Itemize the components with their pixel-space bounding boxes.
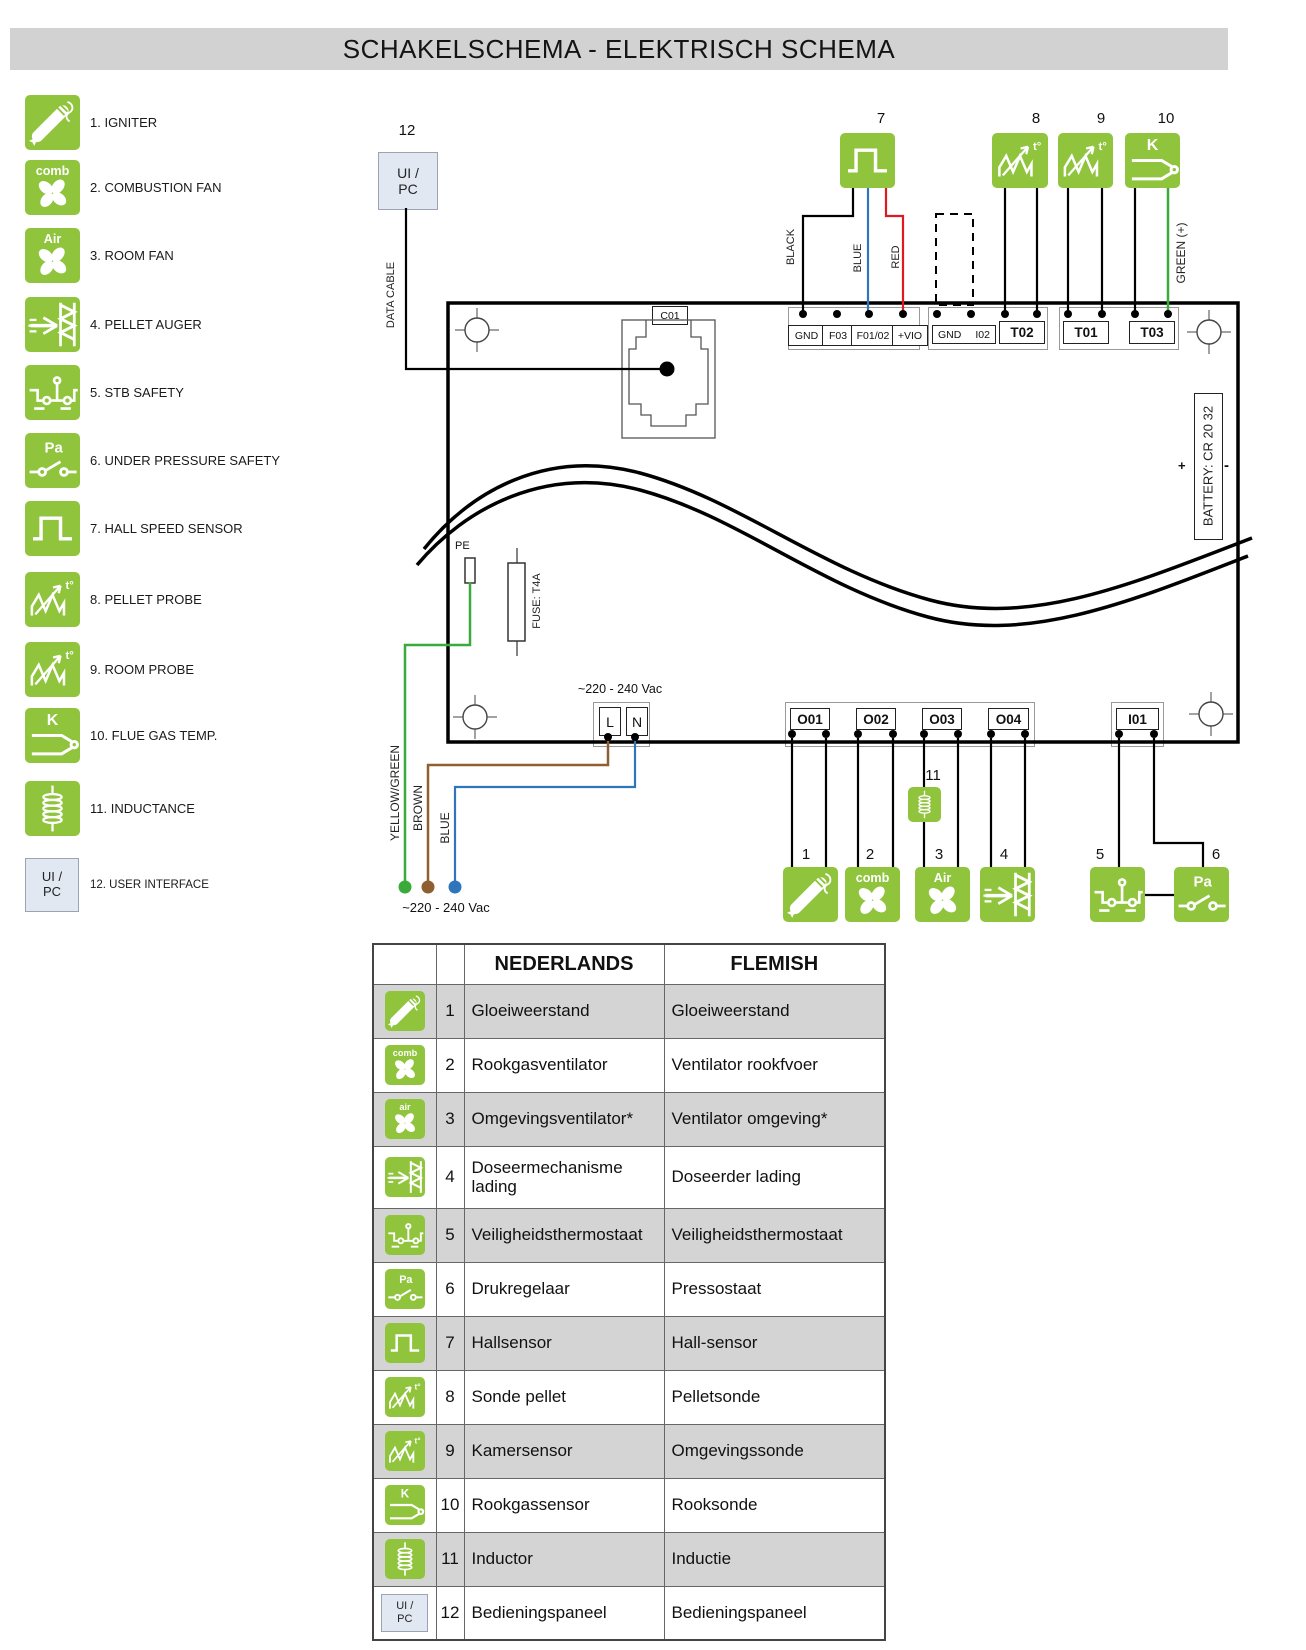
table-header-row (373, 944, 885, 984)
comp-number-3: 3 (934, 846, 944, 863)
table-flemish-cell: Gloeiweerstand (664, 984, 885, 1038)
legend-label: 12. USER INTERFACE (90, 878, 209, 891)
c01-socket (622, 320, 715, 438)
table-num-cell: 2 (436, 1038, 464, 1092)
table-num-cell: 9 (436, 1424, 464, 1478)
probe-icon (385, 1431, 425, 1471)
battery-plus: + (1178, 458, 1186, 473)
page-title: SCHAKELSCHEMA - ELEKTRISCH SCHEMA (342, 33, 896, 64)
table-num-cell: 1 (436, 984, 464, 1038)
legend-label: 2. COMBUSTION FAN (90, 180, 222, 195)
table-num-cell: 10 (436, 1478, 464, 1532)
wire-label-red: RED (890, 245, 902, 269)
k-thermo-icon (385, 1485, 425, 1525)
battery-minus: - (1224, 457, 1229, 474)
room-probe-icon (1058, 133, 1113, 188)
comp-number-12: 12 (398, 122, 416, 139)
inductor-icon (25, 781, 80, 836)
table-icon-cell (373, 1146, 436, 1208)
stb-icon (25, 365, 80, 420)
svg-text:air: air (399, 1101, 411, 1112)
table-icon-cell (373, 1586, 436, 1640)
terminal-n: N (626, 707, 648, 736)
legend-item-3 (25, 228, 174, 283)
table-nederlands-cell: Gloeiweerstand (464, 984, 664, 1038)
board-outline (448, 303, 1238, 742)
pe-label: PE (455, 540, 470, 552)
ui-pc-line1: UI / (397, 164, 419, 181)
pa-icon (25, 433, 80, 488)
svg-text:Pa: Pa (398, 1274, 413, 1287)
terminal-o04: O04 (988, 708, 1029, 730)
legend-label: 10. FLUE GAS TEMP. (90, 728, 218, 743)
table-row-3 (373, 1092, 885, 1146)
voltage-label-bottom: ~220 - 240 Vac (402, 900, 490, 915)
svg-text:K: K (1146, 136, 1159, 155)
table-flemish-cell: Inductie (664, 1532, 885, 1586)
comp-number-4: 4 (999, 846, 1009, 863)
ui-pc-box (378, 152, 438, 210)
room-fan-icon (915, 867, 970, 922)
terminal-t03: T03 (1129, 321, 1175, 344)
legend-item-12 (25, 857, 209, 912)
legend-item-9 (25, 642, 195, 697)
terminal-l: L (599, 707, 621, 736)
header-icon-col (373, 944, 436, 984)
table-icon-cell (373, 1092, 436, 1146)
legend-item-2 (25, 160, 222, 215)
terminal-gnd2-label: GND (938, 328, 962, 341)
legend-item-6 (25, 433, 280, 488)
comp-number-7: 7 (876, 110, 886, 127)
voltage-label-top: ~220 - 240 Vac (577, 682, 663, 696)
inductor-icon (385, 1539, 425, 1579)
legend-item-11 (25, 781, 195, 836)
terminal-o01: O01 (790, 708, 830, 730)
table-flemish-cell: Pressostaat (664, 1262, 885, 1316)
svg-text:Air: Air (43, 231, 62, 246)
wire-label-blue-2: BLUE (438, 812, 452, 844)
stb-safety-icon (1090, 867, 1145, 922)
legend-label: 6. UNDER PRESSURE SAFETY (90, 453, 280, 468)
table-flemish-cell: Rooksonde (664, 1478, 885, 1532)
wire-end-green (399, 881, 412, 894)
terminal-gnd: GND (788, 325, 825, 346)
hall-icon (25, 501, 80, 556)
wire-label-blue: BLUE (852, 243, 864, 273)
table-row-4 (373, 1146, 885, 1208)
wire-end-blue (449, 881, 462, 894)
screw-hole (453, 308, 1233, 739)
wire-end-brown (422, 881, 435, 894)
terminal-t02: T02 (999, 321, 1045, 344)
wire-label-brown: BROWN (411, 785, 425, 831)
legend-label: 3. ROOM FAN (90, 248, 174, 263)
legend-item-4 (25, 297, 202, 352)
comp-number-6: 6 (1211, 846, 1221, 863)
terminal-vio: +VIO (892, 325, 928, 346)
c01-label: C01 (652, 306, 688, 325)
table-nederlands-cell: Bedieningspaneel (464, 1586, 664, 1640)
table-row-11 (373, 1532, 885, 1586)
table-nederlands-cell: Veiligheidsthermostaat (464, 1208, 664, 1262)
ui-pc-icon: UI / PC (381, 1594, 428, 1632)
hall-sensor-icon (840, 133, 895, 188)
table-flemish-cell: Veiligheidsthermostaat (664, 1208, 885, 1262)
svg-text:Pa: Pa (1193, 874, 1212, 891)
pe-terminal (465, 558, 475, 583)
comb-fan-icon (385, 1045, 425, 1085)
air-fan-lower-icon (385, 1099, 425, 1139)
terminal-o03: O03 (922, 708, 962, 730)
probe-icon (385, 1377, 425, 1417)
comp-number-11: 11 (925, 767, 941, 784)
legend-item-8 (25, 572, 202, 627)
svg-text:Air: Air (933, 870, 952, 885)
table-row-5 (373, 1208, 885, 1262)
table-icon-cell (373, 1424, 436, 1478)
table-row-10 (373, 1478, 885, 1532)
table-nederlands-cell: Rookgassensor (464, 1478, 664, 1532)
table-icon-cell (373, 984, 436, 1038)
data-cable-wire (406, 208, 660, 369)
legend-label: 8. PELLET PROBE (90, 592, 202, 607)
table-num-cell: 5 (436, 1208, 464, 1262)
terminal-i02-label: I02 (975, 328, 990, 341)
battery-label: BATTERY: CR 20 32 (1200, 405, 1216, 527)
table-icon-cell (373, 1316, 436, 1370)
svg-text:t°: t° (65, 650, 74, 663)
fuse (508, 548, 525, 656)
comp-number-9: 9 (1096, 110, 1106, 127)
svg-text:Pa: Pa (44, 440, 63, 457)
igniter-icon (385, 991, 425, 1031)
board-break-line (424, 466, 1252, 609)
svg-text:comb: comb (855, 870, 890, 885)
table-row-7 (373, 1316, 885, 1370)
pressure-safety-icon (1174, 867, 1229, 922)
legend-label: 4. PELLET AUGER (90, 317, 202, 332)
svg-text:comb: comb (392, 1047, 417, 1058)
legend-item-10 (25, 708, 218, 763)
table-flemish-cell: Hall-sensor (664, 1316, 885, 1370)
wire-blue (455, 740, 635, 881)
legend-label: 5. STB SAFETY (90, 385, 184, 400)
igniter-icon (783, 867, 838, 922)
translation-table (372, 943, 886, 1641)
optional-dashed-box (936, 214, 973, 305)
table-flemish-cell: Omgevingssonde (664, 1424, 885, 1478)
table-icon-cell (373, 1262, 436, 1316)
table-flemish-cell: Pelletsonde (664, 1370, 885, 1424)
fuse-label: FUSE: T4A (531, 573, 543, 629)
comp-number-10: 10 (1157, 110, 1175, 127)
svg-text:comb: comb (35, 163, 70, 178)
stb-icon (385, 1215, 425, 1255)
combustion-fan-icon (845, 867, 900, 922)
comp-number-8: 8 (1031, 110, 1041, 127)
wire-label-green-plus: GREEN (+) (1174, 222, 1188, 284)
table-flemish-cell: Bedieningspaneel (664, 1586, 885, 1640)
table-nederlands-cell: Hallsensor (464, 1316, 664, 1370)
svg-text:K: K (46, 711, 59, 730)
probe-icon (25, 572, 80, 627)
table-icon-cell (373, 1370, 436, 1424)
pellet-auger-icon (980, 867, 1035, 922)
table-row-6 (373, 1262, 885, 1316)
legend-item-1 (25, 95, 158, 150)
table-flemish-cell: Doseerder lading (664, 1146, 885, 1208)
comp-number-5: 5 (1095, 846, 1105, 863)
table-icon-cell (373, 1038, 436, 1092)
table-nederlands-cell: Sonde pellet (464, 1370, 664, 1424)
ui-pc-line2: PC (398, 181, 418, 197)
terminal-f03: F03 (822, 325, 854, 346)
terminal-o02: O02 (856, 708, 896, 730)
table-icon-cell (373, 1208, 436, 1262)
table-num-cell: 6 (436, 1262, 464, 1316)
table-row-1 (373, 984, 885, 1038)
legend-label: 11. INDUCTANCE (90, 801, 195, 816)
terminal-gnd-i02 (932, 325, 996, 344)
svg-text:t°: t° (414, 1381, 421, 1392)
table-nederlands-cell: Kamersensor (464, 1424, 664, 1478)
pa-icon (385, 1269, 425, 1309)
table-nederlands-cell: Rookgasventilator (464, 1038, 664, 1092)
wire-label-yellow-green: YELLOW/GREEN (388, 744, 402, 842)
table-num-cell: 11 (436, 1532, 464, 1586)
table-num-cell: 4 (436, 1146, 464, 1208)
terminal-t01: T01 (1063, 321, 1109, 344)
comp-number-1: 1 (801, 846, 811, 863)
svg-text:K: K (400, 1487, 409, 1501)
wire-label-black: BLACK (785, 228, 797, 266)
svg-text:t°: t° (1098, 141, 1107, 154)
table-icon-cell (373, 1478, 436, 1532)
table-icon-cell (373, 1532, 436, 1586)
wire-brown (428, 740, 608, 881)
pellet-probe-icon (992, 133, 1048, 188)
auger-icon (25, 297, 80, 352)
data-cable-label: DATA CABLE (385, 261, 397, 329)
legend-item-5 (25, 365, 184, 420)
svg-text:t°: t° (1032, 141, 1042, 154)
terminal-i01: I01 (1116, 708, 1159, 730)
comp-number-2: 2 (865, 846, 875, 863)
table-num-cell: 3 (436, 1092, 464, 1146)
table-num-cell: 8 (436, 1370, 464, 1424)
flue-gas-probe-icon (1125, 133, 1180, 188)
igniter-icon (25, 95, 80, 150)
table-nederlands-cell: Inductor (464, 1532, 664, 1586)
table-flemish-cell: Ventilator rookfvoer (664, 1038, 885, 1092)
table-row-2 (373, 1038, 885, 1092)
auger-icon (385, 1157, 425, 1197)
legend-label: 1. IGNITER (90, 115, 158, 130)
table-row-9 (373, 1424, 885, 1478)
comb-fan-icon (25, 160, 80, 215)
hall-icon (385, 1323, 425, 1363)
legend-item-7 (25, 501, 243, 556)
legend-label: 7. HALL SPEED SENSOR (90, 521, 243, 536)
header-flemish: FLEMISH (664, 944, 885, 984)
header-num-col (436, 944, 464, 984)
table-nederlands-cell: Drukregelaar (464, 1262, 664, 1316)
table-nederlands-cell: Omgevingsventilator* (464, 1092, 664, 1146)
ui-pc-icon: UI / PC (25, 858, 79, 912)
svg-text:t°: t° (414, 1435, 421, 1446)
header-nederlands: NEDERLANDS (464, 944, 664, 984)
svg-text:t°: t° (65, 580, 74, 593)
table-row-12 (373, 1586, 885, 1640)
table-row-8 (373, 1370, 885, 1424)
air-fan-icon (25, 228, 80, 283)
k-thermo-icon (25, 708, 80, 763)
terminal-f0102: F01/02 (851, 325, 895, 346)
probe-icon (25, 642, 80, 697)
wire-black (803, 188, 853, 312)
table-flemish-cell: Ventilator omgeving* (664, 1092, 885, 1146)
legend-label: 9. ROOM PROBE (90, 662, 195, 677)
table-nederlands-cell: Doseermechanisme lading (464, 1146, 664, 1208)
table-num-cell: 7 (436, 1316, 464, 1370)
title-bar (10, 28, 1228, 70)
table-num-cell: 12 (436, 1586, 464, 1640)
inductor-icon (908, 787, 941, 822)
